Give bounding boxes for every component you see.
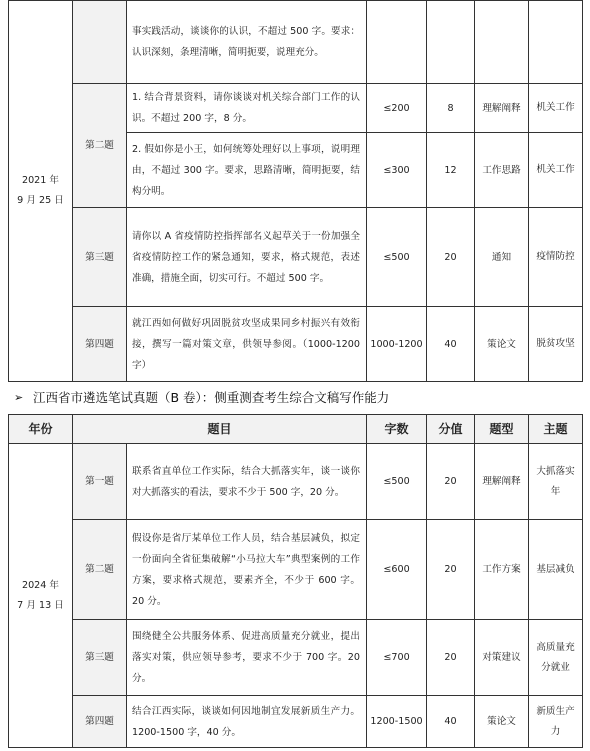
question-text-cell: 就江西如何做好巩固脱贫攻坚成果同乡村振兴有效衔接，撰写一篇对策文章，供领导参阅。（1000-1200 字）	[127, 307, 367, 382]
section-caption	[14, 388, 390, 408]
table-row	[9, 307, 583, 382]
question-type-cell: 策论文	[475, 307, 529, 382]
word-count-cell	[367, 1, 427, 84]
question-type-cell: 理解阐释	[475, 84, 529, 133]
column-header-topic: 主题	[529, 415, 583, 444]
question-type-cell	[475, 1, 529, 84]
column-header-words: 字数	[367, 415, 427, 444]
topic-cell: 疫情防控	[529, 208, 583, 307]
question-number-cell	[73, 1, 127, 84]
topic-cell	[529, 1, 583, 84]
question-number-cell: 第二题	[73, 520, 127, 620]
word-count-cell: ≤300	[367, 133, 427, 208]
question-number-cell: 第一题	[73, 444, 127, 520]
table-row	[9, 84, 583, 133]
year-cell: 2024 年 7 月 13 日	[9, 444, 73, 748]
column-header-year: 年份	[9, 415, 73, 444]
score-cell: 20	[427, 444, 475, 520]
question-number-cell: 第四题	[73, 696, 127, 748]
arrow-bullet-icon: ➢	[14, 391, 24, 404]
column-header-type: 题型	[475, 415, 529, 444]
score-cell: 40	[427, 307, 475, 382]
topic-cell: 机关工作	[529, 84, 583, 133]
question-text-cell: 事实践活动，谈谈你的认识，不超过 500 字。要求：认识深刻，条理清晰，简明扼要，说理充分。	[127, 1, 367, 84]
table-row	[9, 520, 583, 620]
word-count-cell: ≤700	[367, 620, 427, 696]
exam-table-2024	[8, 414, 583, 748]
question-text-cell: 假设你是省厅某单位工作人员，结合基层减负，拟定一份面向全省征集破解“小马拉大车”典型案例的工作方案，要求格式规范，要素齐全，不少于 600 字。20 分。	[127, 520, 367, 620]
word-count-cell: 1200-1500	[367, 696, 427, 748]
score-cell	[427, 1, 475, 84]
table-row	[9, 208, 583, 307]
question-text-cell: 联系省直单位工作实际，结合大抓落实年，谈一谈你对大抓落实的看法，要求不少于 500 字，20 分。	[127, 444, 367, 520]
question-type-cell: 工作方案	[475, 520, 529, 620]
column-header-score: 分值	[427, 415, 475, 444]
question-text-cell: 请你以 A 省疫情防控指挥部名义起草关于一份加强全省疫情防控工作的紧急通知，要求，格式规范，表述准确，措施全面，切实可行。不超过 500 字。	[127, 208, 367, 307]
table-row	[9, 620, 583, 696]
word-count-cell: ≤200	[367, 84, 427, 133]
table-header-row	[9, 415, 583, 444]
question-type-cell: 对策建议	[475, 620, 529, 696]
section-caption-text: 江西省市遴选笔试真题（B 卷）：侧重测查考生综合文稿写作能力	[33, 390, 390, 405]
question-number-cell: 第四题	[73, 307, 127, 382]
table-row	[9, 1, 583, 84]
topic-cell: 机关工作	[529, 133, 583, 208]
score-cell: 8	[427, 84, 475, 133]
question-number-cell: 第三题	[73, 620, 127, 696]
question-number-cell: 第二题	[73, 84, 127, 208]
score-cell: 12	[427, 133, 475, 208]
topic-cell: 大抓落实年	[529, 444, 583, 520]
topic-cell: 脱贫攻坚	[529, 307, 583, 382]
question-type-cell: 工作思路	[475, 133, 529, 208]
score-cell: 20	[427, 520, 475, 620]
question-text-cell: 结合江西实际，谈谈如何因地制宜发展新质生产力。1200-1500 字，40 分。	[127, 696, 367, 748]
question-type-cell: 通知	[475, 208, 529, 307]
word-count-cell: ≤500	[367, 444, 427, 520]
score-cell: 40	[427, 696, 475, 748]
table-row	[9, 696, 583, 748]
question-number-cell: 第三题	[73, 208, 127, 307]
table-row	[9, 444, 583, 520]
question-text-cell: 1. 结合背景资料，请你谈谈对机关综合部门工作的认识。不超过 200 字，8 分。	[127, 84, 367, 133]
score-cell: 20	[427, 208, 475, 307]
word-count-cell: 1000-1200	[367, 307, 427, 382]
year-cell: 2021 年 9 月 25 日	[9, 1, 73, 382]
topic-cell: 基层减负	[529, 520, 583, 620]
word-count-cell: ≤500	[367, 208, 427, 307]
exam-table-2021	[8, 0, 583, 382]
word-count-cell: ≤600	[367, 520, 427, 620]
question-type-cell: 策论文	[475, 696, 529, 748]
topic-cell: 新质生产力	[529, 696, 583, 748]
topic-cell: 高质量充分就业	[529, 620, 583, 696]
question-text-cell: 2. 假如你是小王，如何统筹处理好以上事项，说明理由，不超过 300 字。要求，思路清晰，简明扼要，结构分明。	[127, 133, 367, 208]
score-cell: 20	[427, 620, 475, 696]
column-header-title: 题目	[73, 415, 367, 444]
question-type-cell: 理解阐释	[475, 444, 529, 520]
question-text-cell: 围绕健全公共服务体系、促进高质量充分就业，提出落实对策，供应领导参考，要求不少于 700 字。20 分。	[127, 620, 367, 696]
